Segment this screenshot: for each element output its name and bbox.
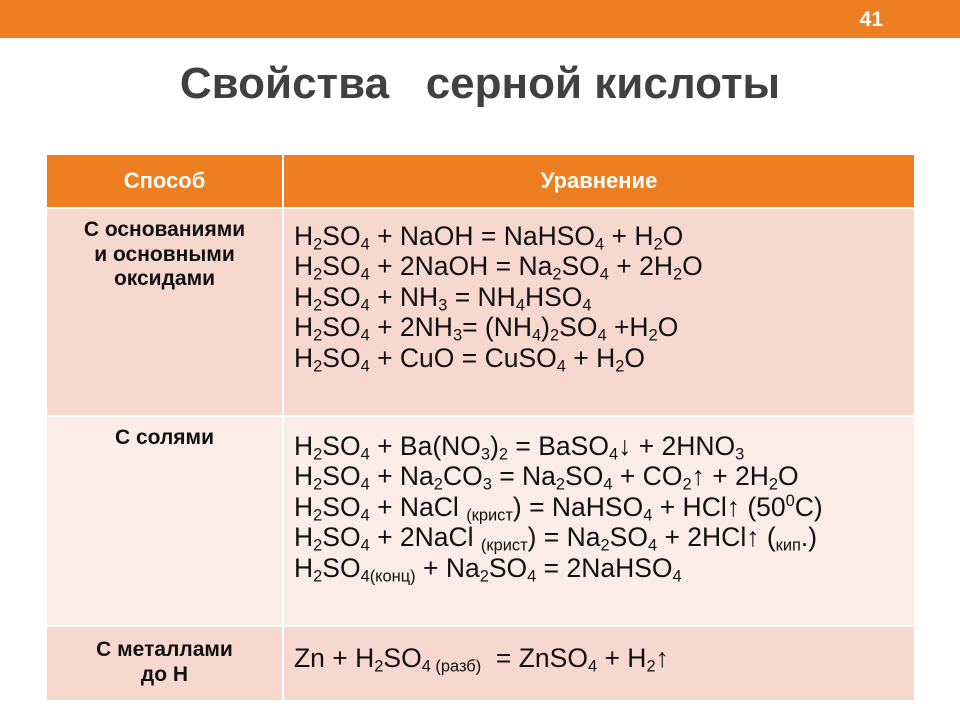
equation-text: + H — [604, 221, 654, 251]
equation-text: ) — [490, 431, 499, 461]
equation-line — [294, 342, 914, 376]
equation-subscript: 4 — [360, 506, 370, 525]
equation-text: + 2H — [608, 251, 674, 282]
equation-text: + 2NaCl — [369, 522, 481, 553]
equation-line — [294, 461, 914, 494]
equation-superscript: 0 — [785, 491, 795, 510]
equation-text: CO — [442, 461, 483, 492]
equation-subscript: 4 — [647, 536, 658, 555]
equation-line — [294, 251, 914, 284]
equation-text: + CuO = CuSO — [369, 342, 557, 373]
equation-text: + CO — [612, 461, 683, 492]
equations-cell — [284, 417, 914, 625]
equation-text: + H — [597, 643, 647, 673]
equation-text: SO — [322, 431, 361, 461]
equation-text: SO — [322, 251, 361, 282]
equation-subscript: 3 — [482, 476, 492, 494]
equation-text: SO — [322, 221, 361, 251]
equation-subscript: 3 — [480, 445, 491, 464]
equation-text: O — [624, 342, 646, 373]
equation-subscript: 2 — [479, 567, 489, 586]
equation-text: O — [657, 312, 679, 343]
row-label-cell — [47, 627, 282, 700]
equation-subscript: 4 — [360, 235, 370, 254]
slide-number: 41 — [859, 8, 883, 31]
equation-text: + 2HCl↑ ( — [657, 522, 776, 553]
equation-subscript: 2 — [768, 476, 779, 494]
equation-text: = ZnSO — [481, 643, 588, 673]
equation-subscript: 4 — [515, 296, 525, 315]
equation-subscript: 2 — [648, 326, 658, 345]
equation-subscript: 4 — [595, 235, 605, 254]
equation-subscript: 2 — [646, 657, 656, 676]
equation-text: H — [294, 251, 314, 282]
equation-text: SO — [383, 643, 422, 673]
equation-subscript: 2 — [682, 476, 692, 494]
equation-subscript: 4 — [360, 476, 370, 494]
equation-subscript: 4(конц) — [360, 567, 416, 586]
slide-title: Свойства серной кислоты — [179, 59, 781, 108]
equation-text: + 2NH — [369, 312, 453, 343]
top-accent-bar — [0, 0, 960, 38]
table-header-row — [47, 155, 914, 207]
equation-text: H — [294, 552, 314, 583]
equation-subscript: 4 — [532, 326, 542, 345]
equation-subscript: 2 — [313, 266, 323, 284]
equation-subscript: 4 — [603, 476, 613, 494]
equation-subscript: 4 — [587, 657, 598, 676]
equation-text: SO — [561, 251, 600, 282]
table-row — [47, 627, 914, 700]
equation-subscript: 2 — [615, 357, 625, 376]
equation-text: SO — [322, 522, 361, 553]
equation-text: .) — [800, 522, 818, 553]
row-label-line: и основными — [94, 242, 235, 266]
equation-subscript: 2 — [313, 476, 323, 494]
equation-text: SO — [609, 522, 648, 553]
equation-text: = 2NaHSO — [536, 552, 673, 583]
equations-cell — [284, 209, 914, 415]
equation-text: + NaOH = NaHSO — [369, 221, 596, 251]
equation-text: SO — [322, 491, 361, 522]
equation-text: + Na — [415, 552, 480, 583]
equation-text: SO — [322, 552, 361, 583]
equation-line — [294, 643, 914, 676]
row-label-line: до Н — [140, 662, 189, 686]
equation-subscript: 4 — [582, 296, 592, 315]
equation-subscript: 2 — [313, 445, 323, 464]
equation-subscript: 2 — [673, 266, 683, 284]
equation-text: SO — [322, 461, 361, 492]
equation-text: ↑ — [655, 643, 669, 673]
equation-subscript: 2 — [313, 506, 323, 525]
equation-subscript: 4 — [608, 445, 619, 464]
equation-text: SO — [322, 342, 361, 373]
equation-subscript: 4 — [597, 326, 607, 345]
equations-cell — [284, 627, 914, 700]
equation-subscript: 3 — [452, 326, 463, 345]
equation-line — [294, 431, 914, 464]
equation-text: HSO — [524, 281, 583, 312]
equation-text: ) — [541, 312, 550, 343]
equation-text: + HCl↑ (50 — [652, 491, 786, 522]
equation-text: H — [294, 312, 314, 343]
equation-subscript: 2 — [653, 235, 663, 254]
equation-text: = (NH — [462, 312, 533, 343]
equation-subscript: 4 — [360, 536, 370, 555]
equation-text: + Ba(NO — [369, 431, 481, 461]
equation-line — [294, 491, 914, 525]
equation-text: = BaSO — [508, 431, 609, 461]
equation-text: H — [294, 491, 314, 522]
equation-line — [294, 312, 914, 345]
equation-line — [294, 221, 914, 254]
equation-text: SO — [565, 461, 604, 492]
row-label-line: оксидами — [113, 267, 216, 290]
equation-line — [294, 281, 914, 315]
table-row — [47, 417, 914, 625]
equation-text: SO — [488, 552, 528, 583]
equation-subscript: 2 — [550, 326, 560, 345]
equation-text: + 2NaOH = Na — [369, 251, 553, 282]
equation-subscript: 2 — [313, 536, 323, 555]
equation-subscript: 4 — [599, 266, 609, 284]
equation-text: + NaCl — [369, 491, 467, 522]
equation-text: H — [294, 342, 314, 373]
equation-text: Zn + H — [294, 643, 375, 673]
equation-subscript: 2 — [313, 357, 323, 376]
equation-text: O — [662, 221, 684, 251]
equation-subscript: 4 — [556, 357, 566, 376]
equation-text: H — [294, 281, 314, 312]
equation-subscript: 3 — [438, 296, 448, 315]
equation-line — [294, 552, 914, 586]
equation-text: ↓ + 2HNO — [618, 431, 736, 461]
equation-text: = Na — [491, 461, 556, 492]
equation-text: + Na — [369, 461, 434, 492]
equation-text: O — [682, 251, 703, 282]
row-label-cell — [47, 417, 282, 625]
equation-subscript: 2 — [374, 657, 384, 676]
equation-text: H — [294, 431, 314, 461]
equation-text: H — [294, 461, 314, 492]
equation-text: O — [778, 461, 799, 492]
equation-text: ) = NaHSO — [512, 491, 644, 522]
equation-subscript: (крист — [466, 506, 513, 525]
equation-subscript: 4 — [672, 567, 682, 586]
equation-subscript: 4 — [360, 357, 370, 376]
equation-text: SO — [322, 281, 361, 312]
properties-table — [47, 155, 914, 700]
equation-text: SO — [559, 312, 598, 343]
equation-text: H — [294, 221, 314, 251]
equation-text: C) — [794, 491, 823, 522]
table-row — [47, 209, 914, 415]
row-label-line: С основаниями — [83, 218, 246, 241]
equation-subscript: 2 — [552, 266, 562, 284]
equation-text: = NH — [447, 281, 516, 312]
row-label-cell — [47, 209, 282, 415]
equation-subscript: кип — [775, 536, 801, 555]
equation-text: H — [294, 522, 314, 553]
equation-text: +H — [606, 312, 649, 343]
equation-subscript: 2 — [313, 567, 323, 586]
equation-subscript: 4 — [360, 266, 370, 284]
equation-subscript: 2 — [555, 476, 566, 494]
equation-subscript: 3 — [735, 445, 745, 464]
equation-subscript: 4 — [360, 296, 370, 315]
header-equation: Уравнение — [540, 168, 658, 193]
equation-subscript: 4 — [527, 567, 537, 586]
equation-text: ↑ + 2H — [691, 461, 769, 492]
equation-subscript: 4 — [360, 326, 370, 345]
equation-subscript: 2 — [313, 326, 323, 345]
equation-line — [294, 522, 914, 555]
row-label-line: С солями — [114, 426, 215, 449]
equation-subscript: 4 — [643, 506, 653, 525]
row-label-line: С металлами — [96, 638, 233, 661]
equation-subscript: 2 — [498, 445, 509, 464]
equation-subscript: 2 — [313, 235, 323, 254]
equation-subscript: 2 — [600, 536, 610, 555]
equation-subscript: 2 — [433, 476, 443, 494]
equation-text: + NH — [369, 281, 439, 312]
equation-subscript: 4 — [360, 445, 370, 464]
equation-text: SO — [322, 312, 361, 343]
equation-text: + H — [565, 342, 616, 373]
equation-subscript: 4 (разб) — [421, 657, 482, 676]
header-method: Способ — [123, 168, 206, 193]
equation-subscript: 2 — [313, 296, 323, 315]
equation-text: ) = Na — [527, 522, 601, 553]
equation-subscript: (крист — [480, 536, 528, 555]
